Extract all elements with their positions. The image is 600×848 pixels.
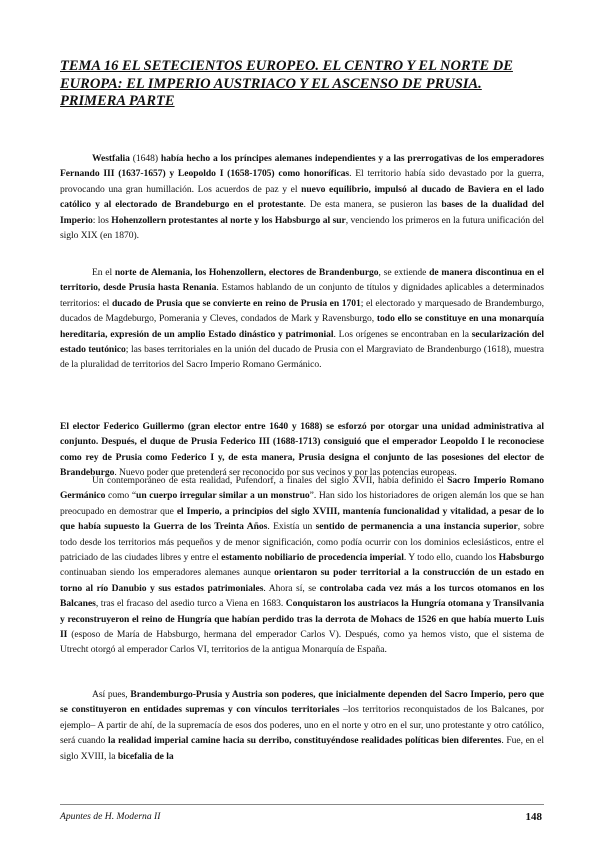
bold-text-run: el Imperio, a principios del siglo XVIII, mantenía funcionalidad y vitalidad, a pesar de lo que había supuesto la Guerra de los Treinta Años bbox=[60, 505, 544, 533]
bold-text-run: ducado de Prusia que se convierte en reino de Prusia en 1701 bbox=[111, 297, 361, 309]
text-run: ”. Han sido los historiadores de origen alemán los que se han preocupado en demostrar que bbox=[60, 490, 545, 517]
text-run: , se extiende bbox=[378, 267, 430, 278]
bold-text-run: de manera discontinua en el territorio, desde Prusia hasta Renania bbox=[60, 267, 545, 294]
text-run: . El territorio había sido devastado por la guerra, provocando una gran humillación. Los acuerdos de paz y el bbox=[60, 168, 544, 195]
bold-text-run: orientaron su poder territorial a la construcción de un estado en torno al río Danubio y sus estados patrimoniales bbox=[60, 567, 544, 594]
text-run: ; las bases territoriales en la unión del ducado de Prusia con el Margraviato de Brandenburgo (1618), muestra de la pluralidad de territorios del Sacro Imperio Romano Germánico. bbox=[60, 344, 544, 371]
footer-divider bbox=[60, 804, 544, 805]
bold-text-run: Brandemburgo-Prusia y Austria son poderes, que inicialmente dependen del Sacro Imperio, pero que se constituyeron en entidades supremas y con vínculos territoriales bbox=[60, 689, 544, 716]
bold-text-run: Habsburgo bbox=[498, 552, 544, 564]
bold-text-run: había hecho a los príncipes alemanes independientes y a las prerrogativas de los emperadores Fernando III (1637-1657) y Leopoldo I (1658-1705) como honoríficas bbox=[60, 153, 544, 180]
document-title: TEMA 16 EL SETECIENTOS EUROPEO. EL CENTRO Y EL NORTE DE EUROPA: EL IMPERIO AUSTRIACO Y EL ASCENSO DE PRUSIA. PRIMERA PARTE bbox=[60, 58, 513, 109]
text-run: –los territorios reconquistados de los Balcanes, por ejemplo– A partir de ahí, de la supremacía de esos dos poderes, uno en el norte y otro en el sur, uno protestante y otro católico, será cuando bbox=[60, 704, 544, 747]
footer-course-label: Apuntes de H. Moderna II bbox=[60, 811, 161, 822]
bold-text-run: bases de la dualidad del Imperio bbox=[60, 199, 544, 226]
bold-text-run: secularización del estado teutónico bbox=[60, 328, 544, 356]
text-run: En el bbox=[92, 267, 115, 278]
text-run: . Estamos hablando de un conjunto de títulos y dignidades aplicables a determinados territorios: el bbox=[60, 282, 544, 309]
bold-text-run: Conquistaron los austriacos la Hungría otomana y Transilvania y reconstruyeron el reino de Hungría que habían perdido tras la derrota de Mohacs de 1526 en que había muerto Luis II bbox=[60, 598, 545, 641]
text-run: (esposo de María de Habsburgo, hermana del emperador Carlos V). Después, como ya hemos visto, que el sistema de Utrecht otorgó al emperador Carlos VI, territorios de la antigua Monarquía de España. bbox=[60, 629, 544, 656]
text-run: Así pues, bbox=[92, 689, 131, 700]
text-run: continuaban siendo los emperadores alemanes aunque bbox=[60, 567, 275, 579]
bold-text-run: nuevo equilibrio, impulsó al ducado de Baviera en el lado católico y al electorado de Brandeburgo en el protestante bbox=[60, 183, 544, 211]
text-run: . Nuevo poder que pretenderá ser reconocido por sus vecinos y por las potencias europeas. bbox=[114, 467, 457, 479]
bold-text-run: Westfalia bbox=[92, 153, 130, 164]
bold-text-run: sentido de permanencia a una instancia superior bbox=[315, 521, 518, 533]
paragraph-federico-guillermo bbox=[60, 419, 544, 481]
text-run: : los bbox=[92, 214, 112, 226]
paragraph-brandemburgo-austria bbox=[60, 687, 544, 764]
text-run: . Fue, en el siglo XVIII, la bbox=[60, 735, 544, 762]
bold-text-run: norte de Alemania, los Hohenzollern, electores de Brandenburgo bbox=[114, 267, 379, 278]
bold-text-run: estamento nobiliario de procedencia imperial bbox=[221, 552, 404, 564]
text-run: . Ahora sí, se bbox=[263, 582, 320, 594]
bold-text-run: El elector Federico Guillermo (gran elector entre 1640 y 1688) se esforzó por otorgar una unidad administrativa al conjunto. Después, el duque de Prusia Federico III (1688-1713) consiguió que el emperador Leopoldo I le reconociese como rey de Prusia como Federico I y, de esta manera, Prusia designa el conjunto de las posesiones del elector de Brandeburgo bbox=[60, 421, 544, 479]
bold-text-run: Hohenzollern protestantes al norte y los Habsburgo al sur bbox=[111, 214, 346, 226]
text-run: ; el electorado y marquesado de Brandemburgo, ducados de Magdeburgo, Pomerania y Cleves, condados de Mark y Ravensburgo, bbox=[60, 297, 544, 325]
text-run: , sobre todo desde los territorios más pequeños y de menor significación, como podía ocurrir con los dominios eclesiásticos, entre el patriciado de las ciudades libres y entre el bbox=[60, 521, 545, 564]
text-run: . Y todo ello, cuando los bbox=[403, 552, 499, 564]
paragraph-westfalia bbox=[60, 151, 544, 243]
paragraph-pufendorf bbox=[60, 473, 544, 658]
bold-text-run: un cuerpo irregular similar a un monstruo bbox=[136, 490, 310, 502]
bold-text-run: la realidad imperial camine hacia su derribo, constituyéndose realidades políticas bien diferentes bbox=[107, 735, 502, 747]
bold-text-run: todo ello se constituye en una monarquía hereditaria, expresión de un amplio Estado dinástico y patrimonial bbox=[60, 313, 544, 340]
text-run: Un contemporáneo de esta realidad, Pufendorf, a finales del siglo XVII, había definido el bbox=[92, 475, 448, 486]
text-run: (1648) bbox=[129, 153, 161, 164]
text-run: . De esta manera, se pusieron las bbox=[303, 199, 442, 211]
paragraph-hohenzollern bbox=[60, 265, 544, 373]
text-run: , venciendo los primeros en la futura unificación del siglo XIX (en 1870). bbox=[60, 214, 545, 242]
page-number: 148 bbox=[525, 811, 542, 823]
bold-text-run: controlaba cada vez más a los turcos otomanos en los Balcanes bbox=[60, 582, 545, 610]
text-run: como “ bbox=[105, 490, 137, 502]
text-run: . Los orígenes se encontraban en la bbox=[333, 328, 472, 340]
bold-text-run: bicefalia de la bbox=[117, 750, 174, 762]
text-run: . Existía un bbox=[267, 521, 316, 533]
text-run: , tras el fracaso del asedio turco a Viena en 1683. bbox=[95, 598, 286, 610]
bold-text-run: Sacro Imperio Romano Germánico bbox=[60, 475, 544, 502]
